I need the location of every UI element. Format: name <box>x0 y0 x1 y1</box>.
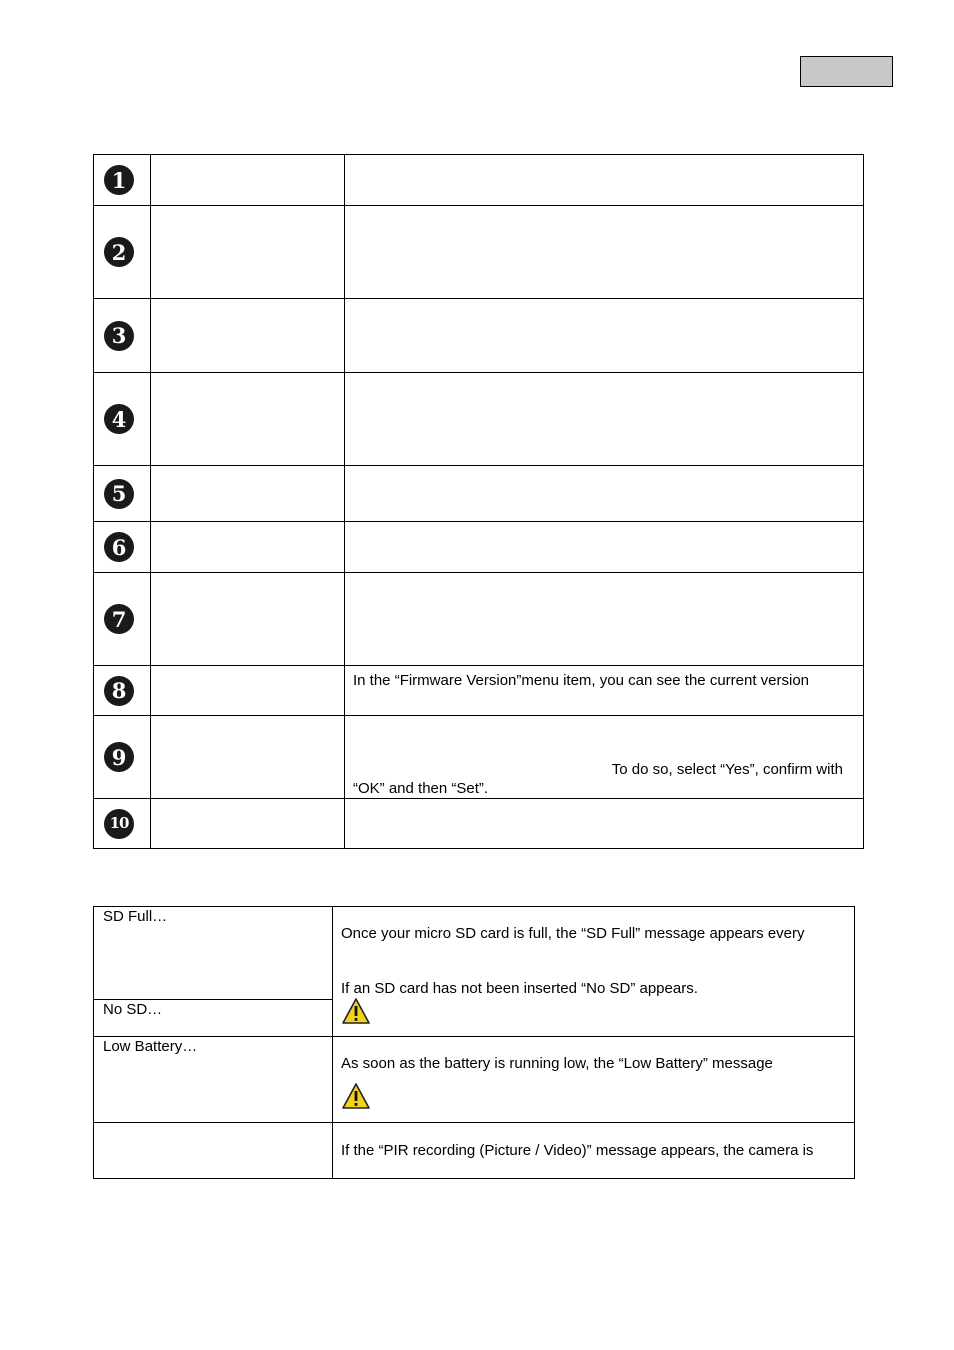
feature-name <box>151 466 345 522</box>
feature-name <box>151 799 345 849</box>
feature-description <box>345 155 864 206</box>
feature-description: In the “Firmware Version”menu item, you can see the current version <box>345 666 864 716</box>
number-10-icon: 10 <box>104 809 134 839</box>
number-2-icon: 2 <box>104 237 134 267</box>
warning-triangle-icon <box>341 1082 371 1110</box>
feature-name <box>151 522 345 573</box>
no-sd-text: If an SD card has not been inserted “No SD” appears. <box>341 980 698 997</box>
feature-description <box>345 716 864 799</box>
table-row <box>94 206 864 299</box>
table-row <box>94 716 864 799</box>
feature-name <box>151 155 345 206</box>
feature-description <box>345 466 864 522</box>
table-row <box>94 907 855 1000</box>
number-4-icon: 4 <box>104 404 134 434</box>
message-low-battery-description <box>333 1037 855 1123</box>
number-1-icon: 1 <box>104 165 134 195</box>
table-row <box>94 573 864 666</box>
messages-table <box>93 906 855 1179</box>
number-5-icon: 5 <box>104 479 134 509</box>
number-8-icon: 8 <box>104 676 134 706</box>
number-6-icon: 6 <box>104 532 134 562</box>
message-label-sd-full: SD Full… <box>94 907 333 1000</box>
number-3-icon: 3 <box>104 321 134 351</box>
feature-description <box>345 573 864 666</box>
feature-name <box>151 373 345 466</box>
feature-name <box>151 206 345 299</box>
warning-triangle-icon <box>341 997 371 1025</box>
table-row <box>94 666 864 716</box>
number-9-icon: 9 <box>104 742 134 772</box>
pir-text: If the “PIR recording (Picture / Video)” message appears, the camera is <box>341 1142 814 1159</box>
table-row <box>94 299 864 373</box>
feature-name <box>151 716 345 799</box>
feature-description <box>345 206 864 299</box>
feature-name <box>151 666 345 716</box>
description-line: To do so, select “Yes”, confirm with <box>611 761 843 778</box>
message-label-low-battery: Low Battery… <box>94 1037 333 1123</box>
table-row <box>94 799 864 849</box>
feature-name <box>151 573 345 666</box>
feature-name <box>151 299 345 373</box>
table-row <box>94 522 864 573</box>
message-label-no-sd: No SD… <box>94 1000 333 1037</box>
table-row <box>94 155 864 206</box>
feature-description <box>345 799 864 849</box>
table-row <box>94 373 864 466</box>
low-battery-text: As soon as the battery is running low, the “Low Battery” message <box>341 1055 773 1072</box>
feature-description <box>345 299 864 373</box>
number-7-icon: 7 <box>104 604 134 634</box>
message-sd-description <box>333 907 855 1037</box>
feature-description <box>345 522 864 573</box>
sd-full-text: Once your micro SD card is full, the “SD Full” message appears every <box>341 925 805 942</box>
description-line: “OK” and then “Set”. <box>353 780 489 797</box>
feature-description <box>345 373 864 466</box>
message-label-pir <box>94 1123 333 1179</box>
table-row <box>94 1037 855 1123</box>
features-table <box>93 154 864 849</box>
table-row <box>94 1123 855 1179</box>
message-pir-description <box>333 1123 855 1179</box>
table-row <box>94 466 864 522</box>
header-tab-box <box>800 56 893 87</box>
